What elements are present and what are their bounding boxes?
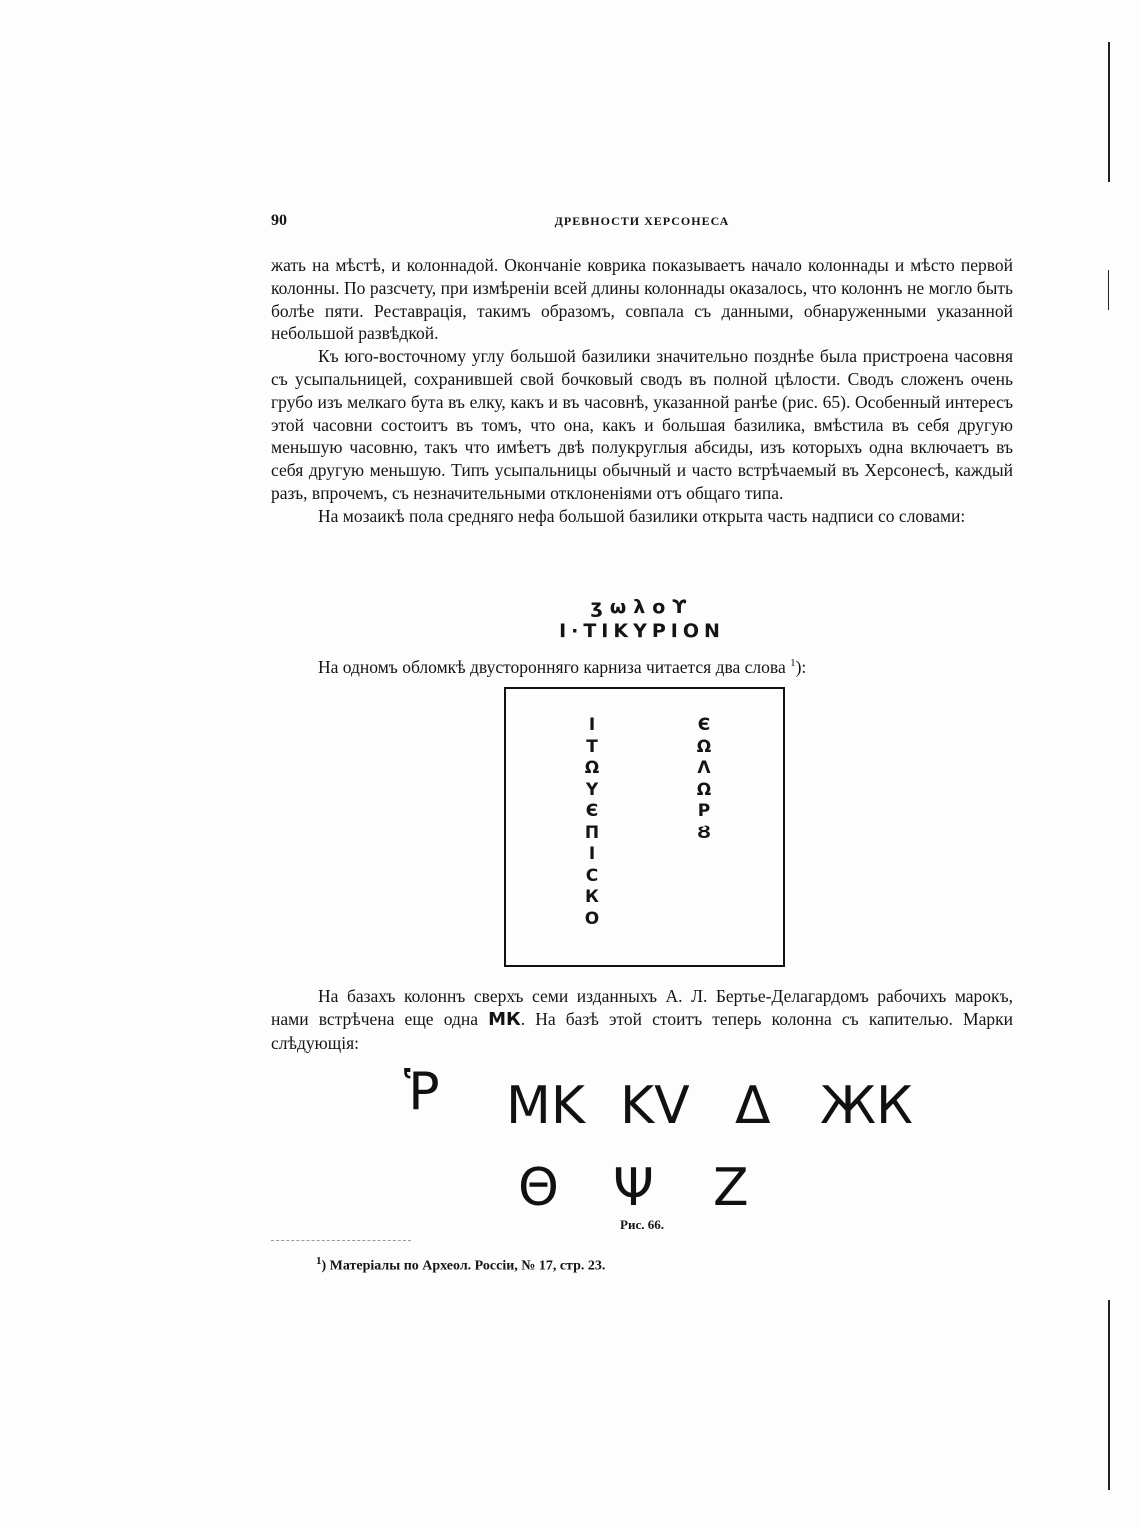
cornice-letter: Ρ bbox=[697, 801, 711, 821]
mark-ligature: ЖК bbox=[820, 1076, 913, 1136]
footnote-reference: 1 bbox=[790, 657, 796, 669]
mark-theta: Θ bbox=[518, 1158, 559, 1218]
inscription-line-1: ʒωλοϒ bbox=[590, 596, 694, 618]
footnote-rule bbox=[271, 1240, 411, 1241]
masons-marks-figure bbox=[380, 1060, 913, 1230]
cornice-letter: Ω bbox=[584, 758, 600, 778]
figure-caption: Рис. 66. bbox=[620, 1217, 664, 1232]
paragraph-2: Къ юго-восточному углу большой базилики значительно позднѣе была пристроена часовня съ усыпальницей, сохранившей свой бочковый сводъ въ полной цѣлости. Сводъ сложенъ очень грубо изъ мелкаго бута въ елку, какъ и въ часовнѣ, указанной ранѣе (рис. 65). Особенный интересъ этой часовни состоитъ въ томъ, что она, какъ и большая базилика, вмѣстила въ себя другую меньшую часовню, такъ что имѣетъ двѣ полукруглыя абсиды, изъ которыхъ одна включаетъ въ себя другую меньшую. Типъ усыпальницы обычный и часто встрѣчаемый въ Херсонесѣ, каждый разъ, впрочемъ, съ незначительными отклоненіями отъ общаго типа. bbox=[271, 346, 1013, 503]
marks-paragraph-text bbox=[271, 985, 1013, 1054]
footnote bbox=[316, 1255, 605, 1275]
cornice-letter: Ȣ bbox=[697, 822, 711, 843]
cornice-letter: С bbox=[585, 865, 599, 886]
paragraph-1: жать на мѣстѣ, и колоннадой. Окончаніе коврика показываетъ начало колоннады и мѣсто первой колонны. По разсчету, при измѣреніи всей длины колоннады оказалось, что колоннъ не могло быть болѣе пяти. Реставрація, такимъ образомъ, совпала съ данными, обнаруженными указанной небольшой развѣдкой. bbox=[271, 255, 1013, 344]
inline-mark: МК bbox=[488, 1008, 521, 1030]
mark-mk: MK bbox=[506, 1076, 585, 1136]
cornice-letter: Ι bbox=[588, 844, 596, 864]
page-header-title: ДРЕВНОСТИ ХЕРСОНЕСА bbox=[554, 214, 730, 228]
cornice-intro-end: ): bbox=[795, 656, 807, 677]
paragraph-3: На мозаикѣ пола средняго нефа большой базилики открыта часть надписи со словами: bbox=[318, 505, 966, 526]
body-text-top bbox=[271, 254, 1013, 528]
marks-paragraph-before: На базахъ колоннъ сверхъ семи изданныхъ А. Л. Бертье-Делагардомъ рабочихъ марокъ, нами встрѣчена еще одна bbox=[271, 986, 1013, 1029]
footnote-text: ) Матеріалы по Археол. Россіи, № 17, стр. 23. bbox=[321, 1258, 606, 1274]
cornice-intro-text: На одномъ обломкѣ двусторонняго карниза читается два слова bbox=[318, 656, 786, 677]
mosaic-inscription bbox=[271, 595, 1013, 643]
cornice-letter: Λ bbox=[697, 758, 711, 778]
mark-psi: Ψ bbox=[613, 1158, 654, 1218]
page-edge-line bbox=[1108, 270, 1109, 310]
inscription-line-2: Ι·ΤΙΚΥΡΙΟΝ bbox=[559, 620, 725, 642]
footnote-mark: 1 bbox=[316, 1255, 322, 1267]
page-edge-line bbox=[1108, 42, 1110, 182]
running-head bbox=[271, 212, 1013, 234]
cornice-word-left bbox=[577, 715, 607, 930]
cornice-letter: К bbox=[585, 887, 599, 907]
marks-paragraph-after: . На базѣ этой стоитъ теперь колонна съ капителью. Марки слѣдующія: bbox=[271, 1008, 1013, 1053]
mark-z: Z bbox=[713, 1158, 749, 1218]
cornice-letter: Υ bbox=[585, 779, 599, 800]
cornice-intro bbox=[271, 652, 1013, 679]
cornice-letter: Ω bbox=[696, 779, 712, 800]
cornice-word-right bbox=[689, 715, 719, 844]
page-edge-line bbox=[1108, 1300, 1110, 1490]
cornice-letter: Є bbox=[697, 715, 711, 735]
cornice-letter: Є bbox=[585, 801, 599, 821]
cornice-letter: Π bbox=[584, 822, 600, 843]
mark-kv: KV bbox=[620, 1076, 690, 1136]
cornice-letter: О bbox=[584, 908, 600, 929]
mark-delta: Δ bbox=[735, 1076, 771, 1136]
cornice-letter: Τ bbox=[586, 736, 598, 757]
mark-chi-rho: Ῥ bbox=[404, 1062, 440, 1122]
page-number: 90 bbox=[271, 212, 287, 229]
marks-paragraph bbox=[271, 985, 1013, 1054]
cornice-letter: Ω bbox=[696, 736, 712, 757]
cornice-inscription-box bbox=[504, 687, 785, 967]
cornice-letter: Ι bbox=[588, 715, 596, 735]
cornice-paragraph bbox=[271, 652, 1013, 679]
